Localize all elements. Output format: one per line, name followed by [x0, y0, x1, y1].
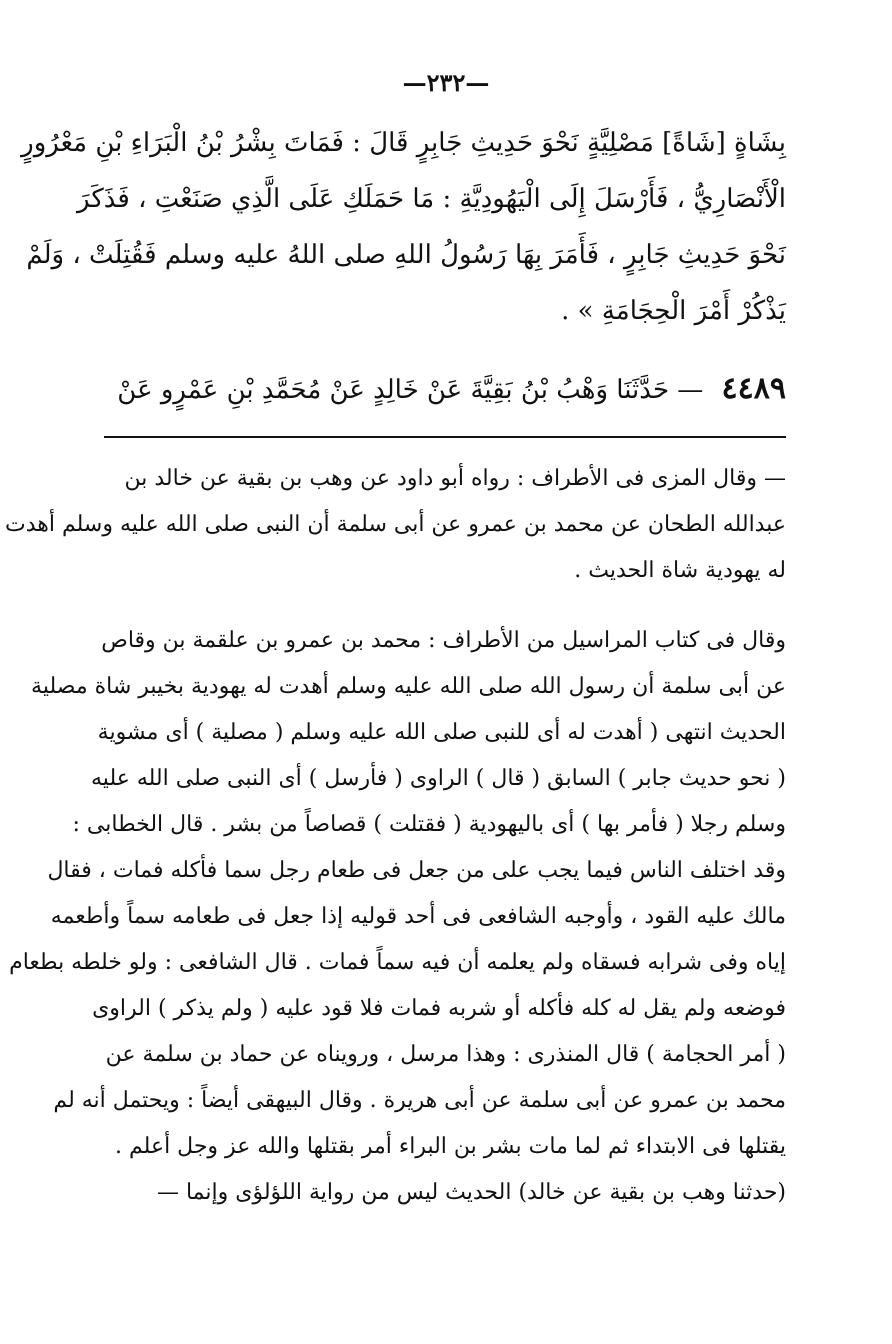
commentary-line: وقد اختلف الناس فيما يجب على من جعل فى طعام رجل سما فأكله فمات ، فقال: [47, 858, 786, 883]
commentary-line: وسلم رجلا ( فأمر بها ) أى باليهودية ( فقتلت ) قصاصاً من بشر . قال الخطابى :: [72, 812, 786, 837]
commentary-line: إياه وفى شرابه فسقاه ولم يعلمه أن فيه سماً فمات . قال الشافعى : ولو خلطه بطعام: [9, 950, 786, 975]
page-number: —٢٣٢—: [402, 68, 490, 97]
hadith-text-line: نَحْوَ حَدِيثِ جَابِرٍ ، فَأَمَرَ بِهَا رَسُولُ اللهِ صلى اللهُ عليه وسلم فَقُتِلَتْ ، وَلَمْ: [26, 240, 786, 270]
commentary-line: ( نحو حديث جابر ) السابق ( قال ) الراوى ( فأرسل ) أى النبى صلى الله عليه: [91, 766, 786, 791]
hadith-number: ٤٤٨٩: [721, 371, 786, 406]
commentary-line: فوضعه ولم يقل له كله فأكله أو شربه فمات فلا قود عليه ( ولم يذكر ) الراوى: [92, 996, 786, 1021]
commentary-line: يقتلها فى الابتداء ثم لما مات بشر بن البراء أمر بقتلها والله عز وجل أعلم .: [115, 1134, 786, 1159]
commentary-line: — وقال المزى فى الأطراف : رواه أبو داود عن وهب بن بقية عن خالد بن: [124, 466, 786, 491]
commentary-line: محمد بن عمرو عن أبى سلمة عن أبى هريرة . وقال البيهقى أيضاً : ويحتمل أنه لم: [53, 1088, 786, 1113]
commentary-line: مالك عليه القود ، وأوجبه الشافعى فى أحد قوليه إذا جعل فى طعامه سماً وأطعمه: [50, 904, 786, 929]
commentary-line: له يهودية شاة الحديث .: [574, 558, 786, 583]
footnote-divider: [104, 436, 786, 438]
commentary-line: وقال فى كتاب المراسيل من الأطراف : محمد بن عمرو بن علقمة بن وقاص: [101, 628, 786, 653]
hadith-heading: [117, 371, 786, 407]
hadith-text-line: يَذْكُرْ أَمْرَ الْحِجَامَةِ » .: [561, 296, 786, 326]
hadith-text-line: الْأَنْصَارِيُّ ، فَأَرْسَلَ إِلَى الْيَهُودِيَّةِ : مَا حَمَلَكِ عَلَى الَّذِي صَنَعْتِ ، فَذَكَرَ: [77, 184, 786, 214]
commentary-line: ( أمر الحجامة ) قال المنذرى : وهذا مرسل ، ورويناه عن حماد بن سلمة عن: [105, 1042, 786, 1067]
commentary-line: عبدالله الطحان عن محمد بن عمرو عن أبى سلمة أن النبى صلى الله عليه وسلم أهدت: [5, 512, 786, 537]
hadith-chain: — حَدَّثَنَا وَهْبُ بْنُ بَقِيَّةَ عَنْ خَالِدٍ عَنْ مُحَمَّدِ بْنِ عَمْرٍو عَنْ: [117, 375, 704, 405]
hadith-text-block: [21, 128, 786, 352]
commentary-line: (حدثنا وهب بن بقية عن خالد) الحديث ليس من رواية اللؤلؤى وإنما —: [156, 1180, 786, 1205]
commentary-block: [5, 464, 786, 1224]
hadith-text-line: بِشَاةٍ [شَاةً] مَصْلِيَّةٍ نَحْوَ حَدِيثِ جَابِرٍ قَالَ : فَمَاتَ بِشْرُ بْنُ الْبَرَاءِ بْنِ مَعْرُورٍ: [21, 128, 786, 158]
paragraph-gap: [114, 602, 786, 626]
commentary-line: الحديث انتهى ( أهدت له أى للنبى صلى الله عليه وسلم ( مصلية ) أى مشوية: [97, 720, 786, 745]
commentary-line: عن أبى سلمة أن رسول الله صلى الله عليه وسلم أهدت له يهودية بخيبر شاة مصلية: [31, 674, 786, 699]
